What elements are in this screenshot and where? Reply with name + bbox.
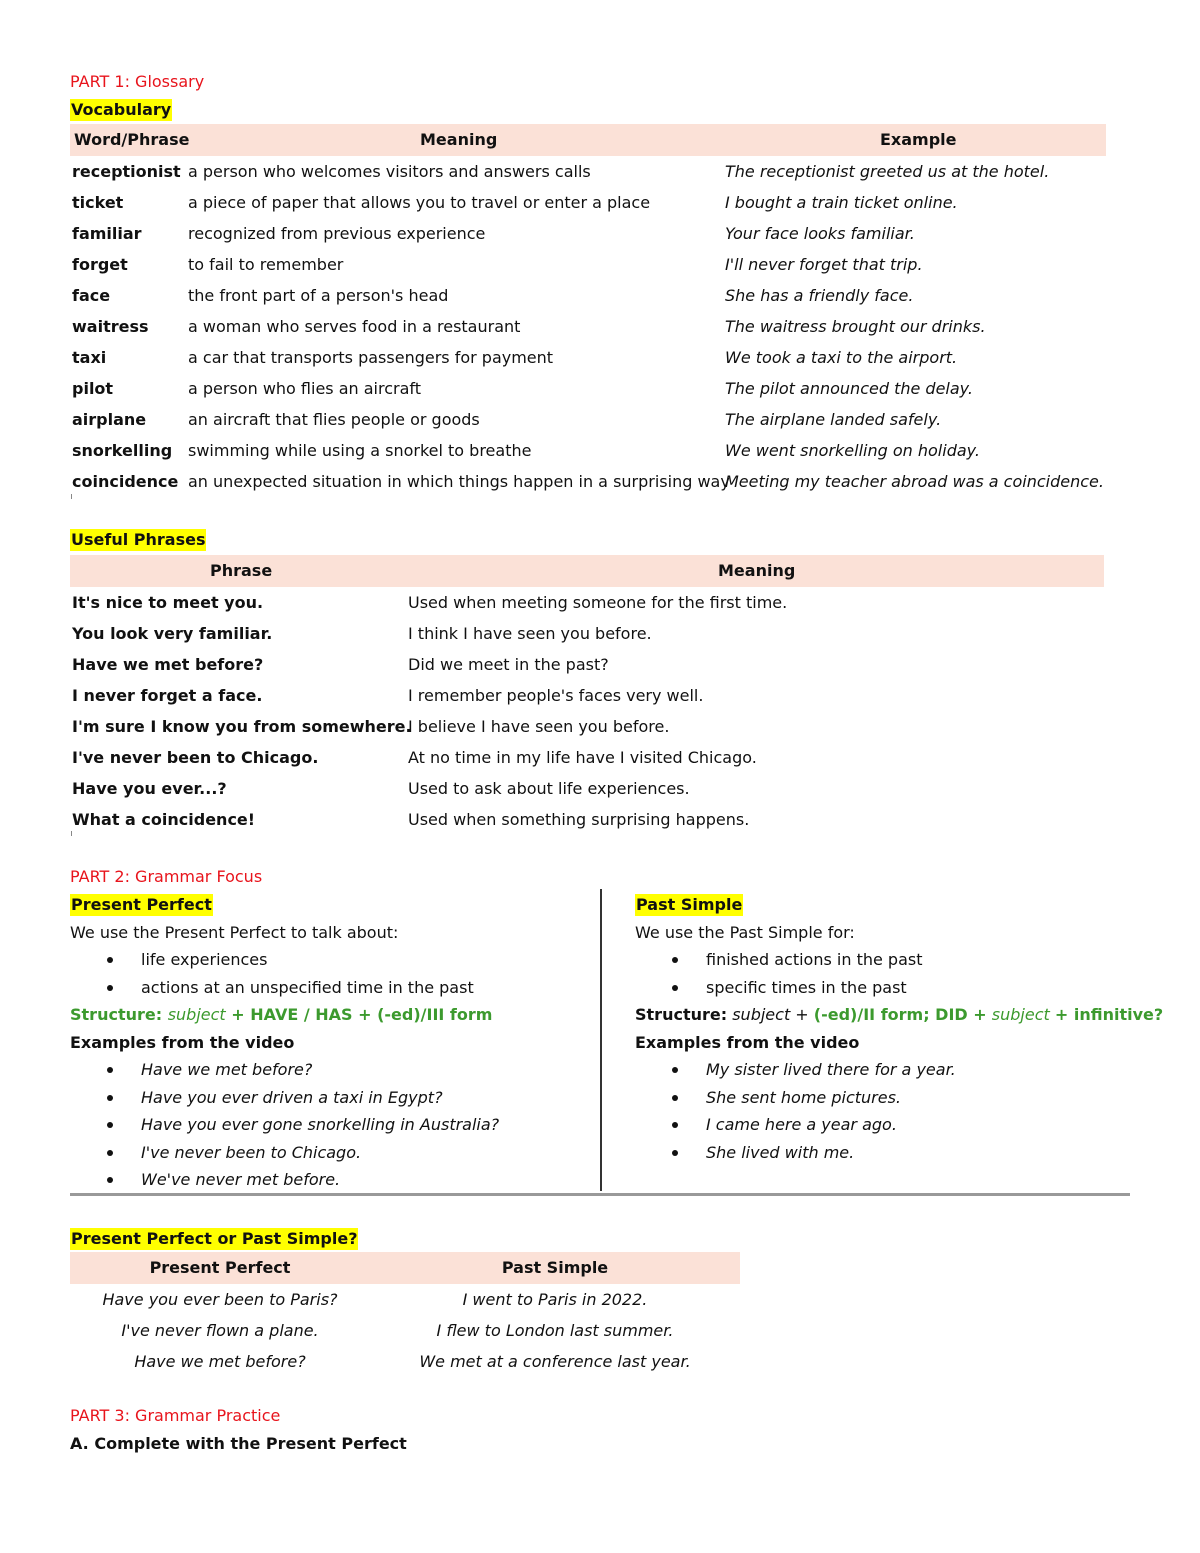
table-row [0,744,1200,775]
table-row [0,1348,1200,1379]
phrases-header-meaning: Meaning [718,561,796,580]
vocab-word: familiar [72,224,142,243]
table-row [0,682,1200,713]
vocab-word: coincidence [72,472,179,491]
vocab-example: She has a friendly face. [725,286,914,305]
present-perfect-examples [70,1059,590,1197]
phrase-text: It's nice to meet you. [72,593,264,612]
vocab-header-word: Word/Phrase [74,130,190,149]
part3-title: PART 3: Grammar Practice [70,1406,281,1425]
list-item: Have we met before? [141,1059,590,1087]
vocab-meaning: an unexpected situation in which things happen in a surprising way [188,472,730,491]
table-row [0,282,1200,313]
vocab-word: receptionist [72,162,181,181]
table-row [0,468,1200,499]
vocab-word: forget [72,255,128,274]
vocab-example: I'll never forget that trip. [725,255,923,274]
table-row [0,158,1200,189]
table-row [0,437,1200,468]
compare-past-simple: I went to Paris in 2022. [462,1290,648,1309]
phrase-text: You look very familiar. [72,624,273,643]
vocab-meaning: an aircraft that flies people or goods [188,410,480,429]
paragraph-mark [71,494,72,499]
section-a-heading: A. Complete with the Present Perfect [70,1434,407,1453]
column-divider [600,889,602,1191]
phrase-meaning: Used to ask about life experiences. [408,779,690,798]
list-item: She lived with me. [706,1142,1175,1170]
part1-title: PART 1: Glossary [70,72,205,91]
vocab-word: face [72,286,111,305]
vocab-meaning: a person who welcomes visitors and answers calls [188,162,591,181]
vocab-example: Your face looks familiar. [725,224,915,243]
compare-present-perfect: Have we met before? [134,1352,306,1371]
phrase-meaning: I remember people's faces very well. [408,686,704,705]
compare-present-perfect: Have you ever been to Paris? [102,1290,338,1309]
phrase-text: Have you ever...? [72,779,227,798]
vocab-example: The receptionist greeted us at the hotel. [725,162,1050,181]
past-simple-examples-heading: Examples from the video [635,1032,860,1052]
list-item: She sent home pictures. [706,1087,1175,1115]
present-perfect-uses [70,949,590,1004]
present-perfect-heading: Present Perfect [71,895,212,914]
vocab-example: The waitress brought our drinks. [725,317,986,336]
present-perfect-column [70,894,590,1197]
phrase-meaning: I think I have seen you before. [408,624,652,643]
vocab-example: We took a taxi to the airport. [725,348,958,367]
list-item: Have you ever driven a taxi in Egypt? [141,1087,590,1115]
table-row [0,189,1200,220]
list-item: finished actions in the past [706,949,1175,977]
phrase-meaning: Used when meeting someone for the first time. [408,593,788,612]
list-item: I've never been to Chicago. [141,1142,590,1170]
list-item: We've never met before. [141,1169,590,1197]
paragraph-mark [71,831,72,836]
present-perfect-intro: We use the Present Perfect to talk about: [70,922,399,942]
table-row [0,344,1200,375]
compare-header-present-perfect: Present Perfect [149,1258,291,1277]
compare-past-simple: I flew to London last summer. [436,1321,674,1340]
table-row [0,806,1200,837]
section-divider [70,1193,1130,1196]
vocab-header-example: Example [880,130,957,149]
vocab-word: taxi [72,348,107,367]
compare-table-header [70,1252,740,1284]
phrase-meaning: At no time in my life have I visited Chicago. [408,748,757,767]
compare-header-past-simple: Past Simple [501,1258,609,1277]
phrases-header-phrase: Phrase [210,561,273,580]
vocab-word: ticket [72,193,124,212]
vocab-example: Meeting my teacher abroad was a coincidence. [725,472,1104,491]
compare-present-perfect: I've never flown a plane. [121,1321,319,1340]
present-perfect-examples-heading: Examples from the video [70,1032,295,1052]
phrases-table-header [70,555,1104,587]
table-row [0,375,1200,406]
list-item: Have you ever gone snorkelling in Australia? [141,1114,590,1142]
table-row [0,313,1200,344]
vocab-meaning: the front part of a person's head [188,286,449,305]
compare-past-simple: We met at a conference last year. [419,1352,691,1371]
phrase-meaning: I believe I have seen you before. [408,717,670,736]
present-perfect-structure: Structure: subject + HAVE / HAS + (-ed)/III form [70,1005,493,1024]
list-item: actions at an unspecified time in the past [141,977,590,1005]
table-row [0,651,1200,682]
list-item: specific times in the past [706,977,1175,1005]
part2-title: PART 2: Grammar Focus [70,867,263,886]
table-row [0,406,1200,437]
phrase-meaning: Used when something surprising happens. [408,810,750,829]
table-row [0,1286,1200,1317]
past-simple-structure: Structure: subject + (-ed)/II form; DID + subject + infinitive? [635,1005,1164,1024]
vocab-meaning: swimming while using a snorkel to breathe [188,441,532,460]
table-row [0,775,1200,806]
past-simple-examples [635,1059,1175,1169]
vocab-meaning: a car that transports passengers for payment [188,348,554,367]
vocab-meaning: to fail to remember [188,255,344,274]
vocab-example: I bought a train ticket online. [725,193,958,212]
past-simple-column [635,894,1175,1169]
vocab-meaning: recognized from previous experience [188,224,486,243]
past-simple-uses [635,949,1175,1004]
vocab-word: snorkelling [72,441,173,460]
list-item: life experiences [141,949,590,977]
vocab-meaning: a woman who serves food in a restaurant [188,317,521,336]
list-item: I came here a year ago. [706,1114,1175,1142]
vocab-table-header [70,124,1106,156]
table-row [0,589,1200,620]
vocab-example: We went snorkelling on holiday. [725,441,980,460]
list-item: My sister lived there for a year. [706,1059,1175,1087]
vocab-example: The airplane landed safely. [725,410,942,429]
phrase-meaning: Did we meet in the past? [408,655,609,674]
table-row [0,713,1200,744]
vocab-meaning: a person who flies an aircraft [188,379,422,398]
vocab-example: The pilot announced the delay. [725,379,973,398]
vocab-word: airplane [72,410,147,429]
vocab-meaning: a piece of paper that allows you to travel or enter a place [188,193,651,212]
vocab-header-meaning: Meaning [420,130,498,149]
phrase-text: I've never been to Chicago. [72,748,319,767]
table-row [0,620,1200,651]
past-simple-heading: Past Simple [636,895,743,914]
useful-phrases-heading: Useful Phrases [71,530,206,549]
compare-heading: Present Perfect or Past Simple? [71,1229,358,1248]
table-row [0,251,1200,282]
phrase-text: Have we met before? [72,655,264,674]
table-row [0,220,1200,251]
vocab-word: waitress [72,317,149,336]
vocabulary-heading: Vocabulary [71,100,172,119]
phrase-text: I'm sure I know you from somewhere. [72,717,412,736]
vocab-word: pilot [72,379,114,398]
past-simple-intro: We use the Past Simple for: [635,922,855,942]
phrase-text: I never forget a face. [72,686,263,705]
table-row [0,1317,1200,1348]
phrase-text: What a coincidence! [72,810,256,829]
